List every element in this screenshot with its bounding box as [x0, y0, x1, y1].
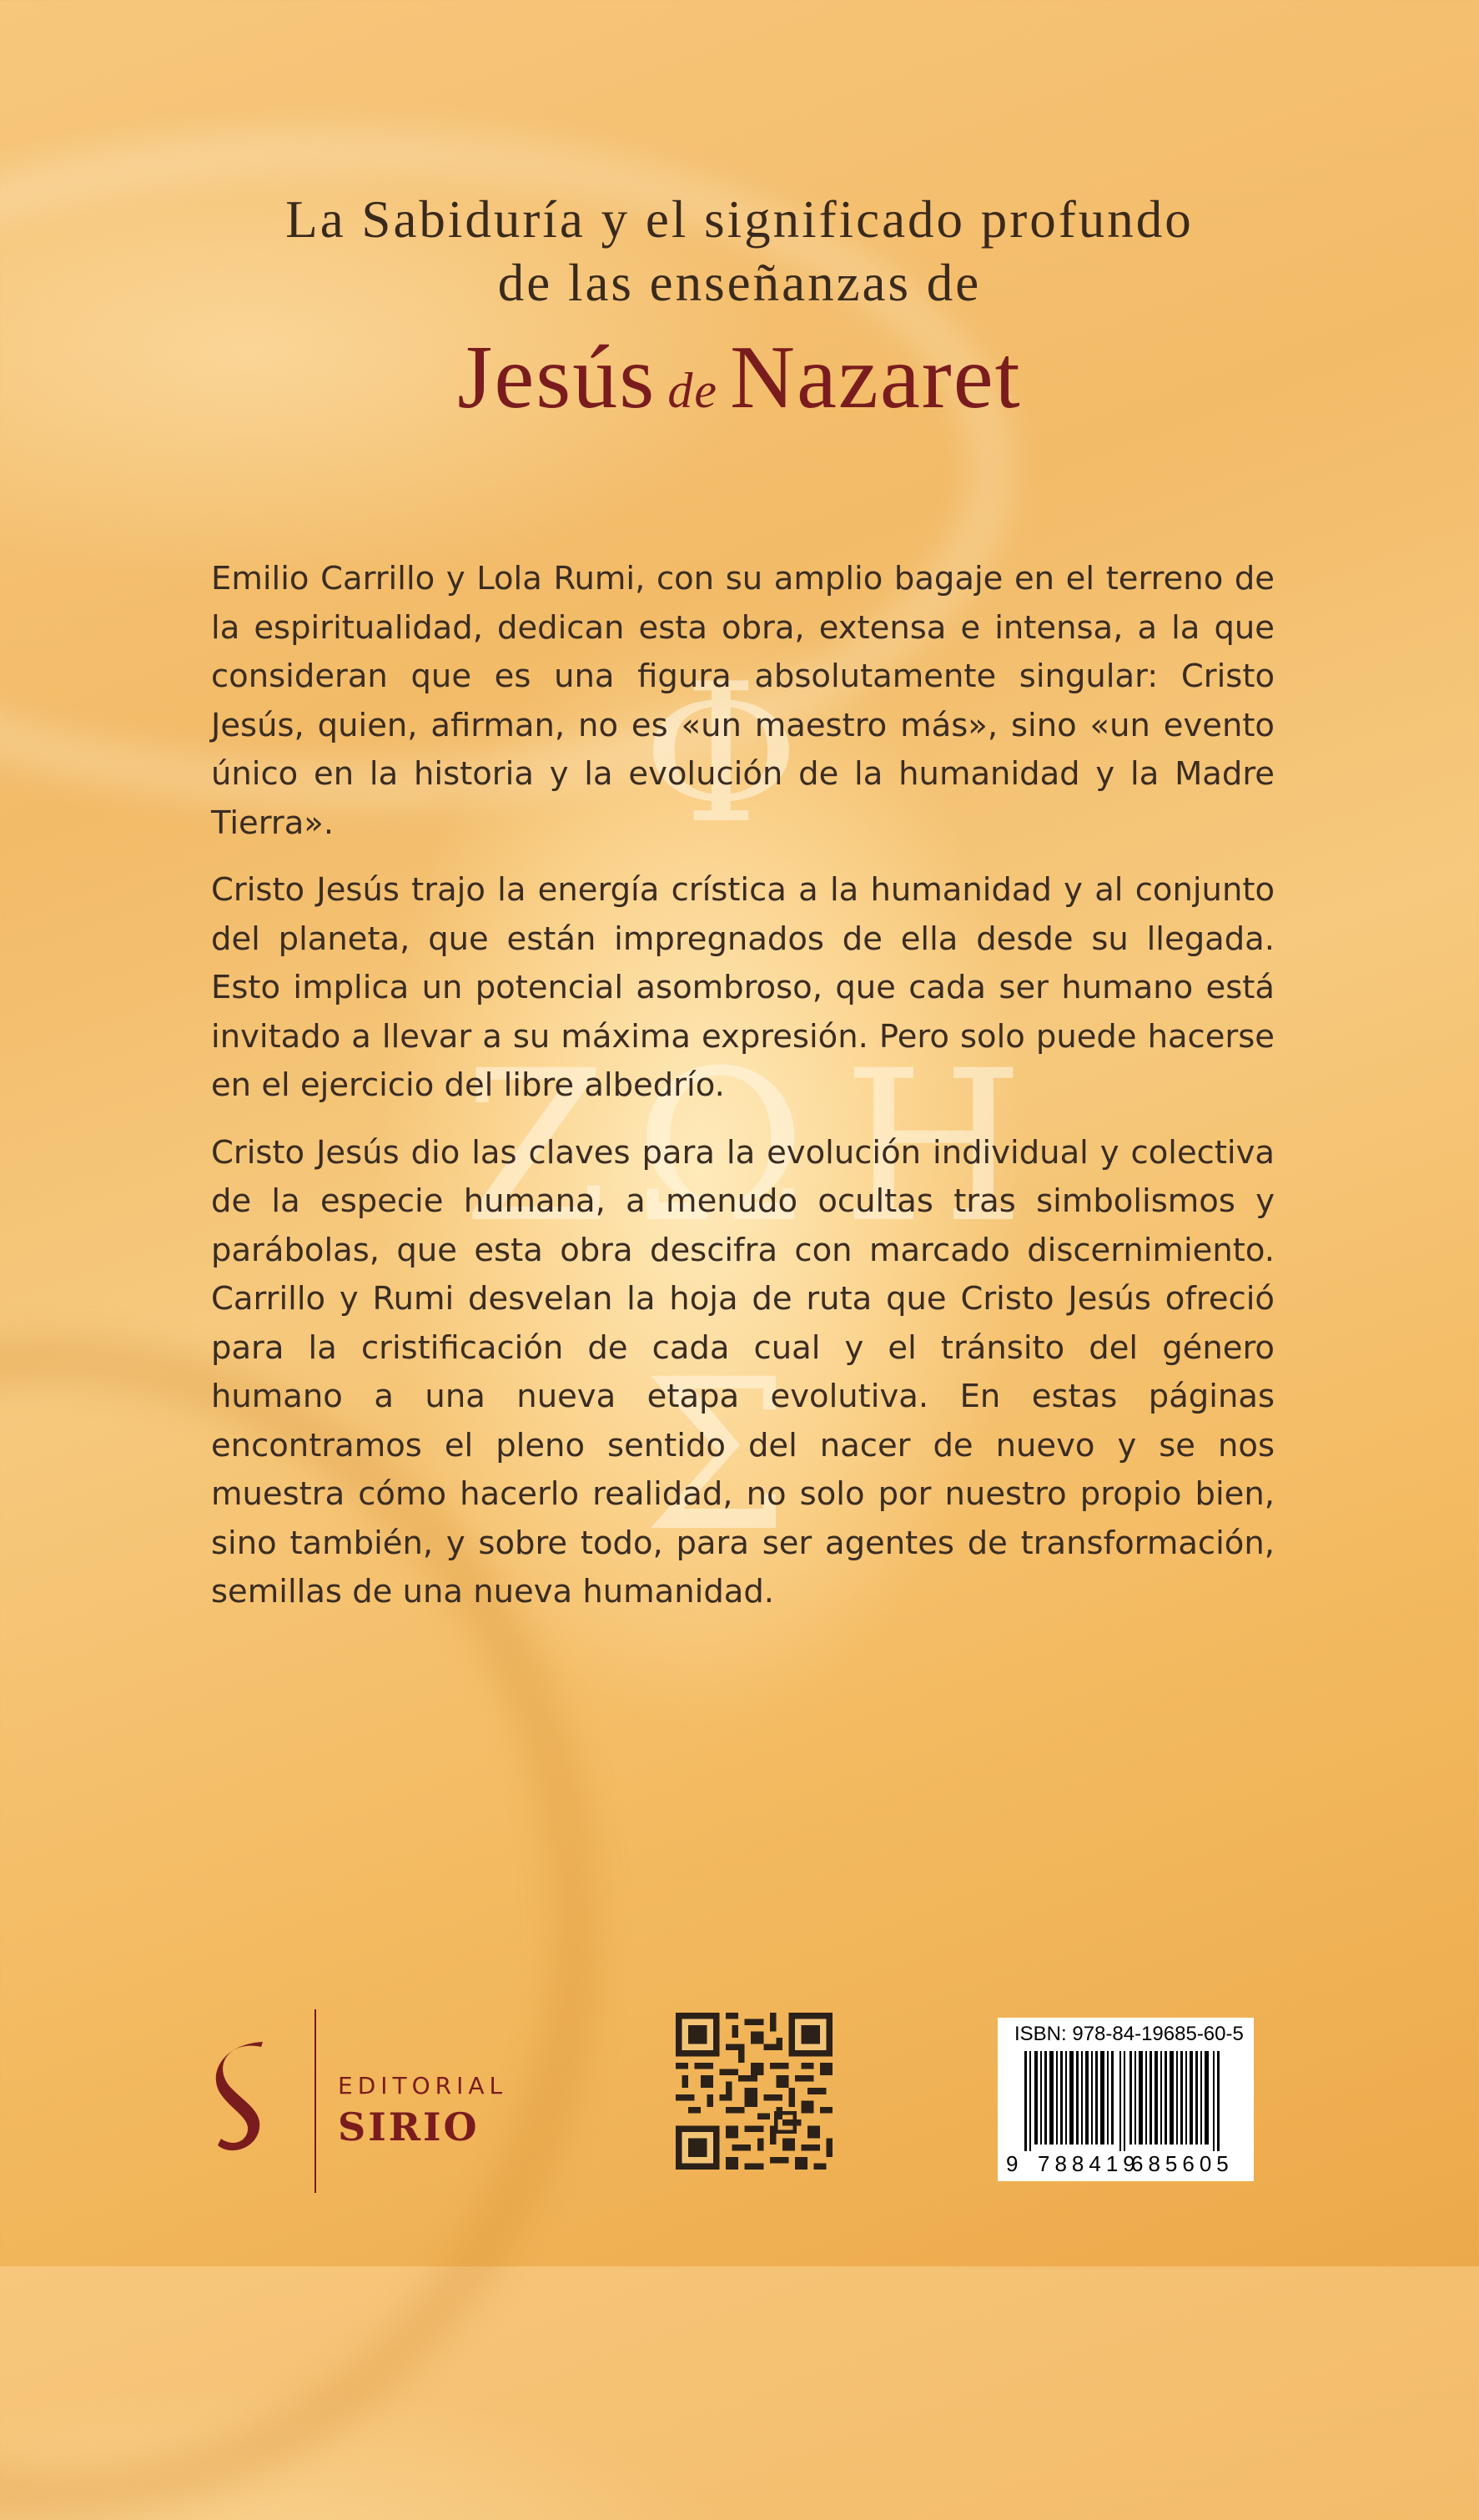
barcode-left-group: 788419: [1038, 2151, 1140, 2176]
blurb-paragraph: Cristo Jesús trajo la energía crística a la humanidad y al conjunto del planeta, que están impregnados de ella desde su llegada. Esto implica un potencial asombroso, que cada ser humano está invitado a llevar a su máxima expresión. Pero solo puede hacerse en el ejercicio del libre albedrío.: [211, 871, 1275, 1104]
background-glyph-zeta: Ζ: [463, 1026, 608, 1268]
publisher-label-top: EDITORIAL: [338, 2072, 508, 2099]
publisher-logo-icon: [213, 2040, 271, 2157]
title-part-1: Jesús: [457, 328, 656, 427]
back-cover-blurb: [211, 555, 1275, 1635]
cover-header: [0, 188, 1479, 430]
logo-divider: [314, 2009, 316, 2193]
title-connector: de: [667, 363, 718, 418]
qr-code-icon: [676, 2013, 833, 2170]
blurb-paragraph: Cristo Jesús dio las claves para la evolución individual y colectiva de la especie humana, a menudo ocultas tras simbolismos y parábolas, que esta obra descifra con marcado discernimiento. Carrillo y Rumi desvelan la hoja de ruta que Cristo Jesús ofreció para la cristificación de cada cual y el tránsito del género humano a una nueva etapa evolutiva. En estas páginas encontramos el pleno sentido del nacer de nuevo y se nos muestra cómo hacerlo realidad, no solo por nuestro propio bien, sino también, y sobre todo, para ser agentes de transformación, semillas de una nueva humanidad.: [211, 1133, 1275, 1610]
isbn-barcode: [998, 2018, 1254, 2181]
book-title: [0, 326, 1479, 430]
subtitle-line-1: La Sabiduría y el significado profundo: [285, 190, 1194, 249]
barcode-right-group: 685605: [1131, 2151, 1234, 2176]
barcode-bars-icon: [1006, 2051, 1245, 2151]
background-glyph-sigma: Σ: [642, 1334, 790, 1577]
background-glyph-eta: Η: [843, 1026, 1025, 1268]
subtitle-line-2: de las enseñanzas de: [497, 254, 982, 312]
background-glyph-phi: Φ: [642, 643, 800, 866]
barcode-first-digit: 9: [1006, 2151, 1019, 2176]
title-part-2: Nazaret: [729, 328, 1022, 427]
isbn-label: ISBN: 978-84-19685-60-5: [1014, 2023, 1244, 2045]
publisher-label-bottom: SIRIO: [338, 2104, 480, 2150]
blurb-paragraph: Emilio Carrillo y Lola Rumi, con su amplio bagaje en el terreno de la espiritualidad, dedican esta obra, extensa e intensa, a la que consideran que es una figura absolutamente singular: Cristo Jesús, quien, afirman, no es «un maestro más», sino «un evento único en la historia y la evolución de la humanidad y la Madre Tierra».: [211, 560, 1275, 842]
background-glyph-omega: Ω: [634, 1026, 807, 1268]
